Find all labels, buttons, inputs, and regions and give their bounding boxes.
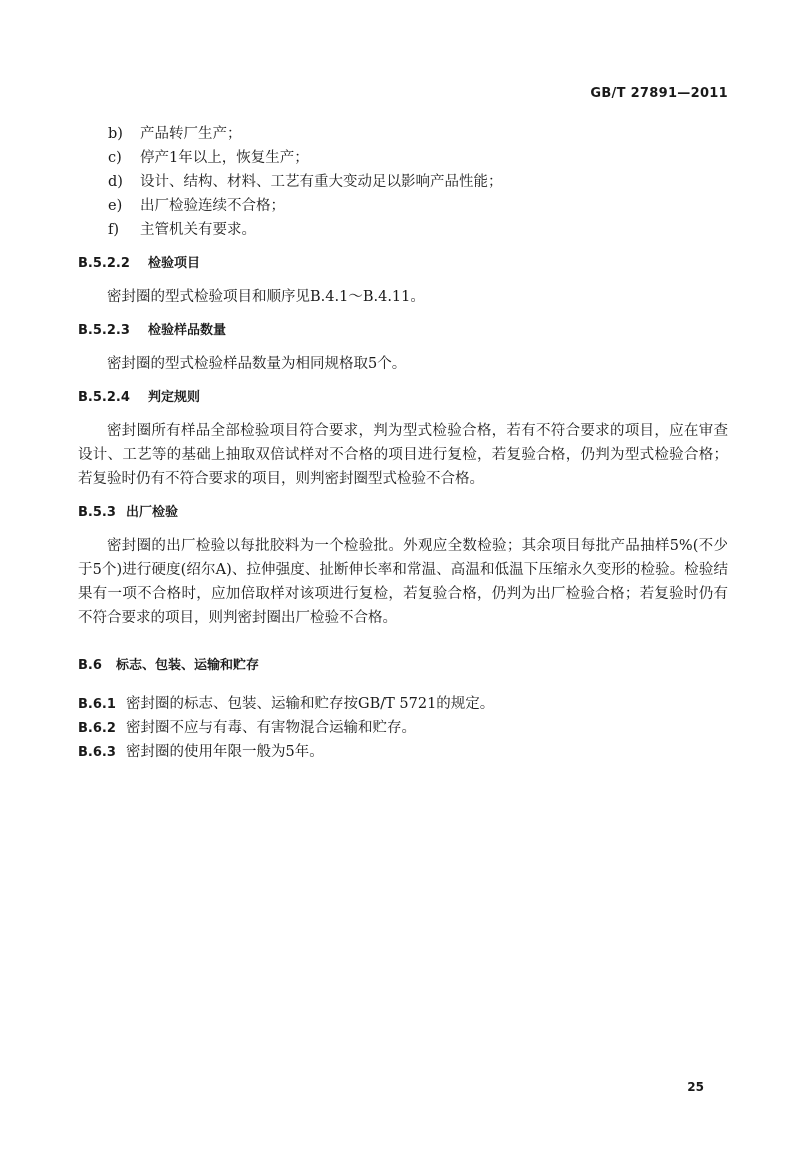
clause-number: B.6.3	[78, 745, 116, 760]
clause-text: 密封圈的使用年限一般为5年。	[126, 744, 324, 760]
clause-title: 检验样品数量	[148, 323, 227, 338]
clause-title: 检验项目	[148, 256, 201, 271]
clause-b62	[78, 716, 728, 740]
clause-number: B.5.2.3	[78, 323, 130, 338]
section-number: B.6	[78, 658, 102, 673]
standard-code: GB/T 27891—2011	[590, 86, 728, 101]
section-title: 标志、包装、运输和贮存	[116, 658, 260, 673]
document-body	[78, 122, 728, 764]
list-item-text: 出厂检验连续不合格；	[140, 198, 285, 214]
list-item	[108, 218, 728, 242]
clause-b61	[78, 692, 728, 716]
clause-text: 密封圈的标志、包装、运输和贮存按GB/T 5721的规定。	[126, 696, 495, 712]
clause-text-b522: 密封圈的型式检验项目和顺序见B.4.1～B.4.11。	[107, 289, 425, 305]
clause-number: B.5.2.4	[78, 390, 130, 405]
list-item	[108, 146, 728, 170]
clause-title: 出厂检验	[126, 505, 179, 520]
list-item-text: 主管机关有要求。	[140, 222, 256, 238]
clause-number: B.6.1	[78, 697, 116, 712]
list-item-label: b)	[108, 126, 123, 142]
clause-text: 密封圈不应与有毒、有害物混合运输和贮存。	[126, 720, 416, 736]
clause-number: B.5.2.2	[78, 256, 130, 271]
condition-list	[78, 122, 728, 242]
list-item-label: f)	[108, 222, 120, 238]
page-number: 25	[687, 1080, 704, 1094]
clause-title: 判定规则	[148, 390, 201, 405]
list-item-text: 设计、结构、材料、工艺有重大变动足以影响产品性能；	[140, 174, 503, 190]
section-heading-b6	[78, 654, 728, 678]
clause-number: B.5.3	[78, 505, 116, 520]
clause-text-b524: 密封圈所有样品全部检验项目符合要求，判为型式检验合格，若有不符合要求的项目，应在审查设计、工艺等的基础上抽取双倍试样对不合格的项目进行复检，若复验合格，仍判为型式检验合格；若复验时仍有不符合要求的项目，则判密封圈型式检验不合格。	[78, 423, 728, 487]
clause-text-b53: 密封圈的出厂检验以每批胶料为一个检验批。外观应全数检验；其余项目每批产品抽样5%(不少于5个)进行硬度(绍尔A)、拉伸强度、扯断伸长率和常温、高温和低温下压缩永久变形的检验。检验结果有一项不合格时，应加倍取样对该项进行复检，若复验合格，仍判为出厂检验合格；若复验时仍有不符合要求的项目，则判密封圈出厂检验不合格。	[78, 538, 728, 626]
clause-heading-b53	[78, 501, 728, 525]
list-item-label: c)	[108, 150, 122, 166]
list-item-text: 停产1年以上，恢复生产；	[140, 150, 309, 166]
list-item-label: d)	[108, 174, 123, 190]
clause-heading-b523	[78, 319, 728, 343]
clause-text-b523: 密封圈的型式检验样品数量为相同规格取5个。	[107, 356, 407, 372]
list-item-label: e)	[108, 198, 123, 214]
list-item-text: 产品转厂生产；	[140, 126, 242, 142]
list-item	[108, 122, 728, 146]
list-item	[108, 194, 728, 218]
clause-heading-b524	[78, 386, 728, 410]
clause-number: B.6.2	[78, 721, 116, 736]
clause-heading-b522	[78, 252, 728, 276]
list-item	[108, 170, 728, 194]
clause-b63	[78, 740, 728, 764]
